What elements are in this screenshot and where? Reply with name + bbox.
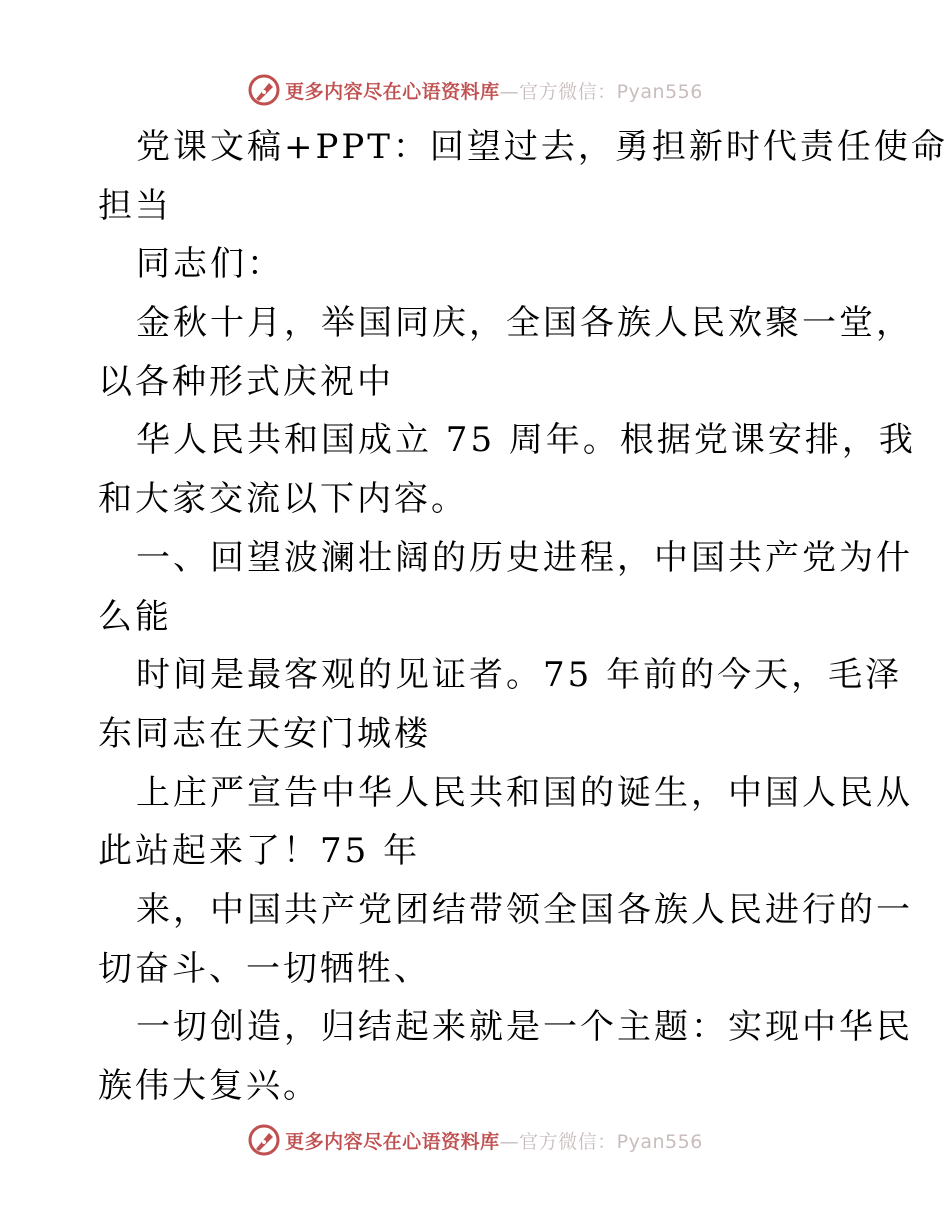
doc-salutation: 同志们： [136, 244, 284, 285]
banner-contact: —官方微信：Pyan556 [499, 80, 703, 103]
doc-line: 时间是最客观的见证者。75 年前的今天，毛泽 [136, 655, 903, 696]
pen-nib-logo-icon [247, 1123, 281, 1157]
doc-title-line-2: 担当 [98, 185, 172, 226]
doc-line: 一切创造，归结起来就是一个主题：实现中华民 [136, 1007, 913, 1048]
banner-text [285, 1127, 703, 1154]
banner-contact: —官方微信：Pyan556 [499, 1130, 703, 1153]
doc-line: 东同志在天安门城楼 [98, 713, 431, 754]
doc-section-heading: 一、回望波澜壮阔的历史进程，中国共产党为什 [136, 537, 913, 578]
doc-line: 来，中国共产党团结带领全国各族人民进行的一 [136, 889, 913, 930]
doc-line: 以各种形式庆祝中 [98, 361, 394, 402]
doc-line: 华人民共和国成立 75 周年。根据党课安排，我 [136, 420, 916, 461]
header-banner [0, 68, 950, 112]
footer-banner [0, 1118, 950, 1162]
doc-section-heading-cont: 么能 [98, 596, 172, 637]
banner-site-name: 更多内容尽在心语资料库 [285, 80, 500, 103]
doc-line: 上庄严宣告中华人民共和国的诞生，中国人民从 [136, 772, 913, 813]
doc-line: 族伟大复兴。 [98, 1066, 320, 1106]
banner-text [285, 77, 703, 104]
banner-site-name: 更多内容尽在心语资料库 [285, 1130, 500, 1153]
pen-nib-logo-icon [247, 73, 281, 107]
document-body [98, 118, 948, 1116]
doc-line: 金秋十月，举国同庆，全国各族人民欢聚一堂， [136, 303, 913, 344]
doc-line: 此站起来了！75 年 [98, 831, 421, 872]
doc-line: 和大家交流以下内容。 [98, 479, 468, 520]
doc-line: 切奋斗、一切牺牲、 [98, 948, 431, 989]
doc-title-line-1: 党课文稿+PPT：回望过去，勇担新时代责任使命 [136, 127, 948, 167]
